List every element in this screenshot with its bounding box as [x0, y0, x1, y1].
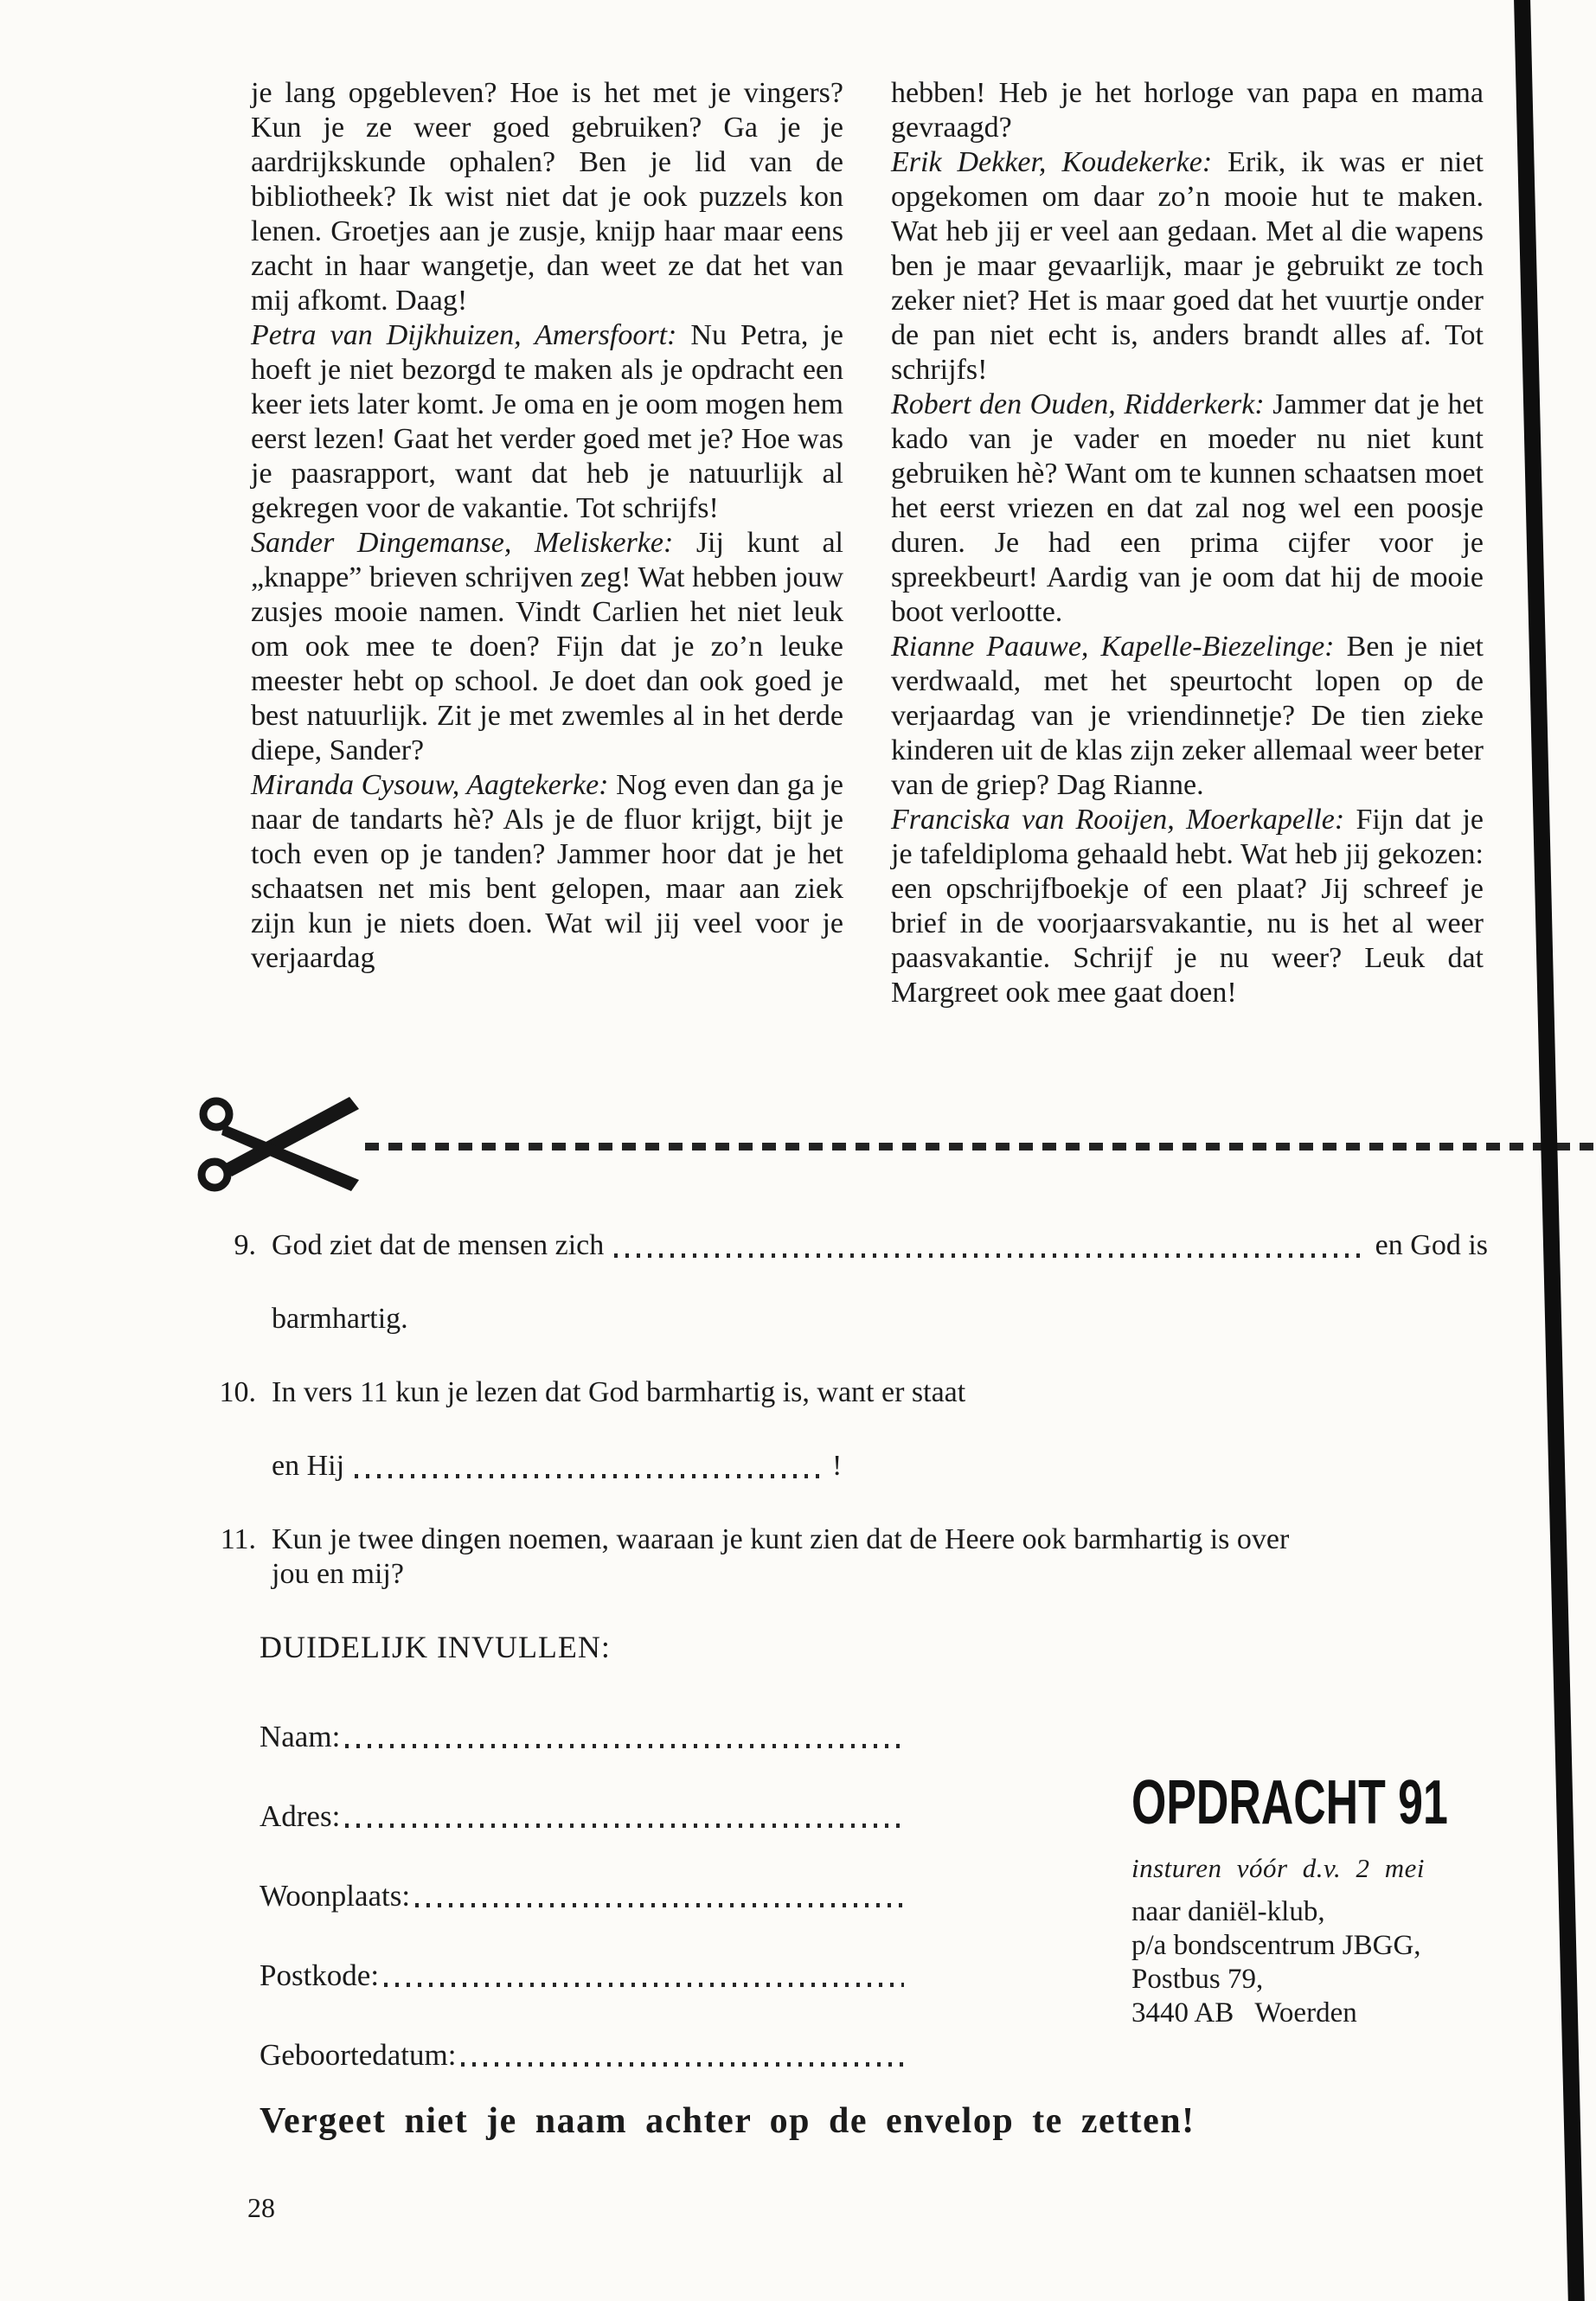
question — [201, 1375, 1488, 1522]
form-field-label: Geboortedatum: — [260, 2038, 457, 2072]
page-number: 28 — [247, 2192, 275, 2223]
form-field-label: Woonplaats: — [260, 1879, 411, 1913]
letter-paragraph — [891, 630, 1484, 803]
question-text: In vers 11 kun je lezen dat God barmhartig is, want er staat — [272, 1376, 966, 1408]
opdracht-address-line: p/a bondscentrum JBGG, — [1131, 1930, 1421, 1961]
form-field-label: Naam: — [260, 1720, 341, 1753]
letter-text: Nu Petra, je hoeft je niet bezorgd te maken als je opdracht een keer iets later komt. Je oma en je oom mogen hem eerst lezen! Gaat het verder goed met je? Hoe was je paasrapport, want dat heb je natuurlijk al gekregen voor de vakantie. Tot schrijfs! — [251, 319, 843, 524]
letter-text: je lang opgebleven? Hoe is het met je vingers? Kun je ze weer goed gebruiken? Ga je je aardrijkskunde ophalen? Ben je lid van de bibliotheek? Ik wist niet dat je ook puzzels kon lenen. Groetjes aan je zusje, knijp haar maar eens zacht in haar wangetje, dan weet ze dat het van mij afkomt. Daag! — [251, 77, 843, 317]
question-line — [272, 1302, 1488, 1336]
question — [201, 1228, 1488, 1375]
letters-column-right — [891, 76, 1484, 1010]
scissors-icon — [197, 1092, 362, 1197]
opdracht-address-line: naar daniël-klub, — [1131, 1896, 1325, 1927]
letter-sender: Erik Dekker, Koudekerke: — [891, 146, 1228, 178]
letter-sender: Rianne Paauwe, Kapelle-Biezelinge: — [891, 631, 1347, 663]
footer-note: Vergeet niet je naam achter op de envelop te zetten! — [260, 2101, 1195, 2141]
opdracht-title: OPDRACHT 91 — [1131, 1768, 1448, 1837]
letter-text: Nog even dan ga je naar de tandarts hè? Als je de fluor krijgt, bijt je toch even op je tanden? Jammer hoor dat je het schaatsen net mis bent gelopen, maar aan ziek zijn kun je niets doen. Wat wil jij veel voor je verjaardag — [251, 769, 843, 974]
question-line — [272, 1375, 1488, 1410]
opdracht-address-line: 3440 AB Woerden — [1131, 1997, 1357, 2029]
question — [201, 1522, 1488, 1592]
form-field-label: Adres: — [260, 1799, 341, 1833]
letter-sender: Sander Dingemanse, Meliskerke: — [251, 527, 696, 559]
form-fields — [260, 1720, 904, 2073]
letter-paragraph — [251, 318, 843, 526]
question-text: en God is — [1375, 1229, 1488, 1261]
form-field-row — [260, 1958, 904, 1993]
question-number: 10. — [219, 1376, 256, 1408]
letter-paragraph — [251, 768, 843, 976]
letter-paragraph — [251, 526, 843, 768]
form-field-row — [260, 2038, 904, 2073]
form-field-label: Postkode: — [260, 1958, 380, 1992]
opdracht-address-line: Postbus 79, — [1131, 1964, 1264, 1995]
letter-text: Jammer dat je het kado van je vader en moeder nu niet kunt gebruiken hè? Want om te kunnen schaatsen moet het eerst vriezen en dat zal nog wel een poosje duren. Je had een prima cijfer voor je spreekbeurt! Aardig van je oom dat hij de mooie boot verlootte. — [891, 388, 1484, 628]
questions-section — [201, 1228, 1488, 1592]
question-text: barmhartig. — [272, 1303, 408, 1335]
letter-sender: Franciska van Rooijen, Moerkapelle: — [891, 804, 1356, 836]
dotted-blank — [384, 1983, 904, 1987]
question-text: God ziet dat de mensen zich — [272, 1229, 605, 1261]
dotted-blank — [345, 1823, 904, 1828]
question-line — [272, 1449, 1488, 1484]
letter-paragraph — [891, 76, 1484, 145]
opdracht-box — [1131, 1768, 1555, 2030]
letter-text: hebben! Heb je het horloge van papa en mama gevraagd? — [891, 77, 1484, 144]
letter-paragraph — [251, 76, 843, 318]
cut-here-divider — [0, 1092, 1596, 1208]
question-number: 9. — [234, 1229, 256, 1261]
opdracht-deadline: insturen vóór d.v. 2 mei — [1131, 1853, 1426, 1883]
question-body — [272, 1375, 1488, 1522]
letter-paragraph — [891, 803, 1484, 1010]
question-line — [272, 1522, 1488, 1557]
letter-sender: Miranda Cysouw, Aagtekerke: — [251, 769, 617, 801]
question-body — [272, 1522, 1488, 1592]
letter-text: Jij kunt al „knappe” brieven schrijven zeg! Wat hebben jouw zusjes mooie namen. Vindt Carlien het niet leuk om ook mee te doen? Fijn dat je zo’n leuke meester hebt op school. Je doet dan ook goed je best natuurlijk. Zit je met zwemles al in het derde diepe, Sander? — [251, 527, 843, 766]
form-field-row — [260, 1720, 904, 1754]
opdracht-address — [1131, 1895, 1555, 2030]
form-heading: DUIDELIJK INVULLEN: — [260, 1630, 611, 1664]
question-line — [272, 1557, 1488, 1592]
question-text: ! — [832, 1450, 843, 1482]
form-field-row — [260, 1799, 904, 1834]
dotted-blank — [415, 1903, 904, 1907]
dotted-blank — [461, 2062, 904, 2067]
form-field-row — [260, 1879, 904, 1913]
letters-columns — [251, 76, 1484, 1010]
letter-text: Erik, ik was er niet opgekomen om daar zo’n mooie hut te maken. Wat heb jij er veel aan gedaan. Met al die wapens ben je maar gevaarlijk, maar je gebruikt ze toch zeker niet? Het is maar goed dat het vuurtje onder de pan niet echt is, anders brandt alles af. Tot schrijfs! — [891, 146, 1484, 386]
entry-form — [260, 1629, 904, 2118]
question-text: jou en mij? — [272, 1558, 404, 1590]
question-text: Kun je twee dingen noemen, waaraan je kunt zien dat de Heere ook barmhartig is over — [272, 1523, 1290, 1555]
dotted-blank — [355, 1474, 822, 1478]
question-number: 11. — [220, 1523, 256, 1555]
question-text: en Hij — [272, 1450, 345, 1482]
letter-text: Ben je niet verdwaald, met het speurtocht lopen op de verjaardag van je vriendinnetje? De tien zieke kinderen uit de klas zijn zeker allemaal weer beter van de griep? Dag Rianne. — [891, 631, 1484, 801]
dotted-blank — [614, 1253, 1364, 1258]
letter-sender: Petra van Dijkhuizen, Amersfoort: — [251, 319, 691, 351]
letter-text: Fijn dat je je tafeldiploma gehaald hebt. Wat heb jij gekozen: een opschrijfboekje of een plaat? Jij schreef je brief in de voorjaarsvakantie, nu is het al weer paasvakantie. Schrijf je nu weer? Leuk dat Margreet ook mee gaat doen! — [891, 804, 1484, 1009]
dashed-cut-line — [365, 1143, 1596, 1150]
question-body — [272, 1228, 1488, 1375]
letter-sender: Robert den Ouden, Ridderkerk: — [891, 388, 1273, 420]
letter-paragraph — [891, 388, 1484, 630]
question-line — [272, 1228, 1488, 1263]
letters-column-left — [251, 76, 843, 1010]
dotted-blank — [345, 1744, 904, 1748]
letter-paragraph — [891, 145, 1484, 388]
